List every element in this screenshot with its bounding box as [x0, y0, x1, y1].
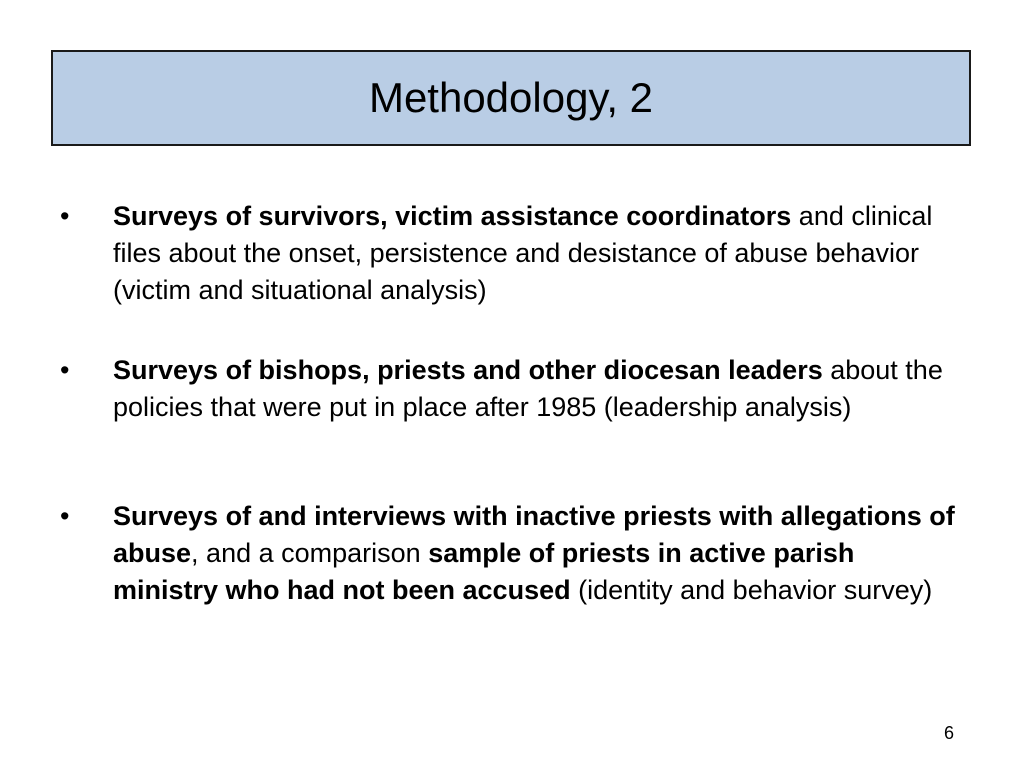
bullet-1-text: and clinical files about the onset, persistence and desistance of abuse behavior (victim and situational analysis): [113, 201, 933, 305]
page-number: 6: [944, 723, 955, 743]
bullet-item-3: [60, 498, 963, 609]
bullet-3-text-2: (identity and behavior survey): [570, 575, 933, 605]
bullet-2-text: about the policies that were put in place after 1985 (leadership analysis): [113, 355, 943, 422]
bullet-3-bold-text-2: sample of priests in active parish ministry who had not been accused: [113, 538, 855, 605]
bullet-marker: •: [60, 355, 70, 385]
bullet-marker: •: [60, 201, 70, 231]
bullet-3-text-1: , and a comparison: [191, 538, 429, 568]
bullet-item-1: [60, 198, 963, 309]
slide-title: Methodology, 2: [368, 74, 654, 121]
bullet-2-bold-text: Surveys of bishops, priests and other diocesan leaders: [113, 355, 823, 385]
bullet-item-2: [60, 352, 963, 426]
bullet-3-bold-text-1: Surveys of and interviews with inactive priests with allegations of abuse: [113, 501, 955, 568]
title-box: [51, 50, 971, 146]
bullet-marker: •: [60, 501, 70, 531]
bullet-1-bold-text: Surveys of survivors, victim assistance coordinators: [113, 201, 792, 231]
